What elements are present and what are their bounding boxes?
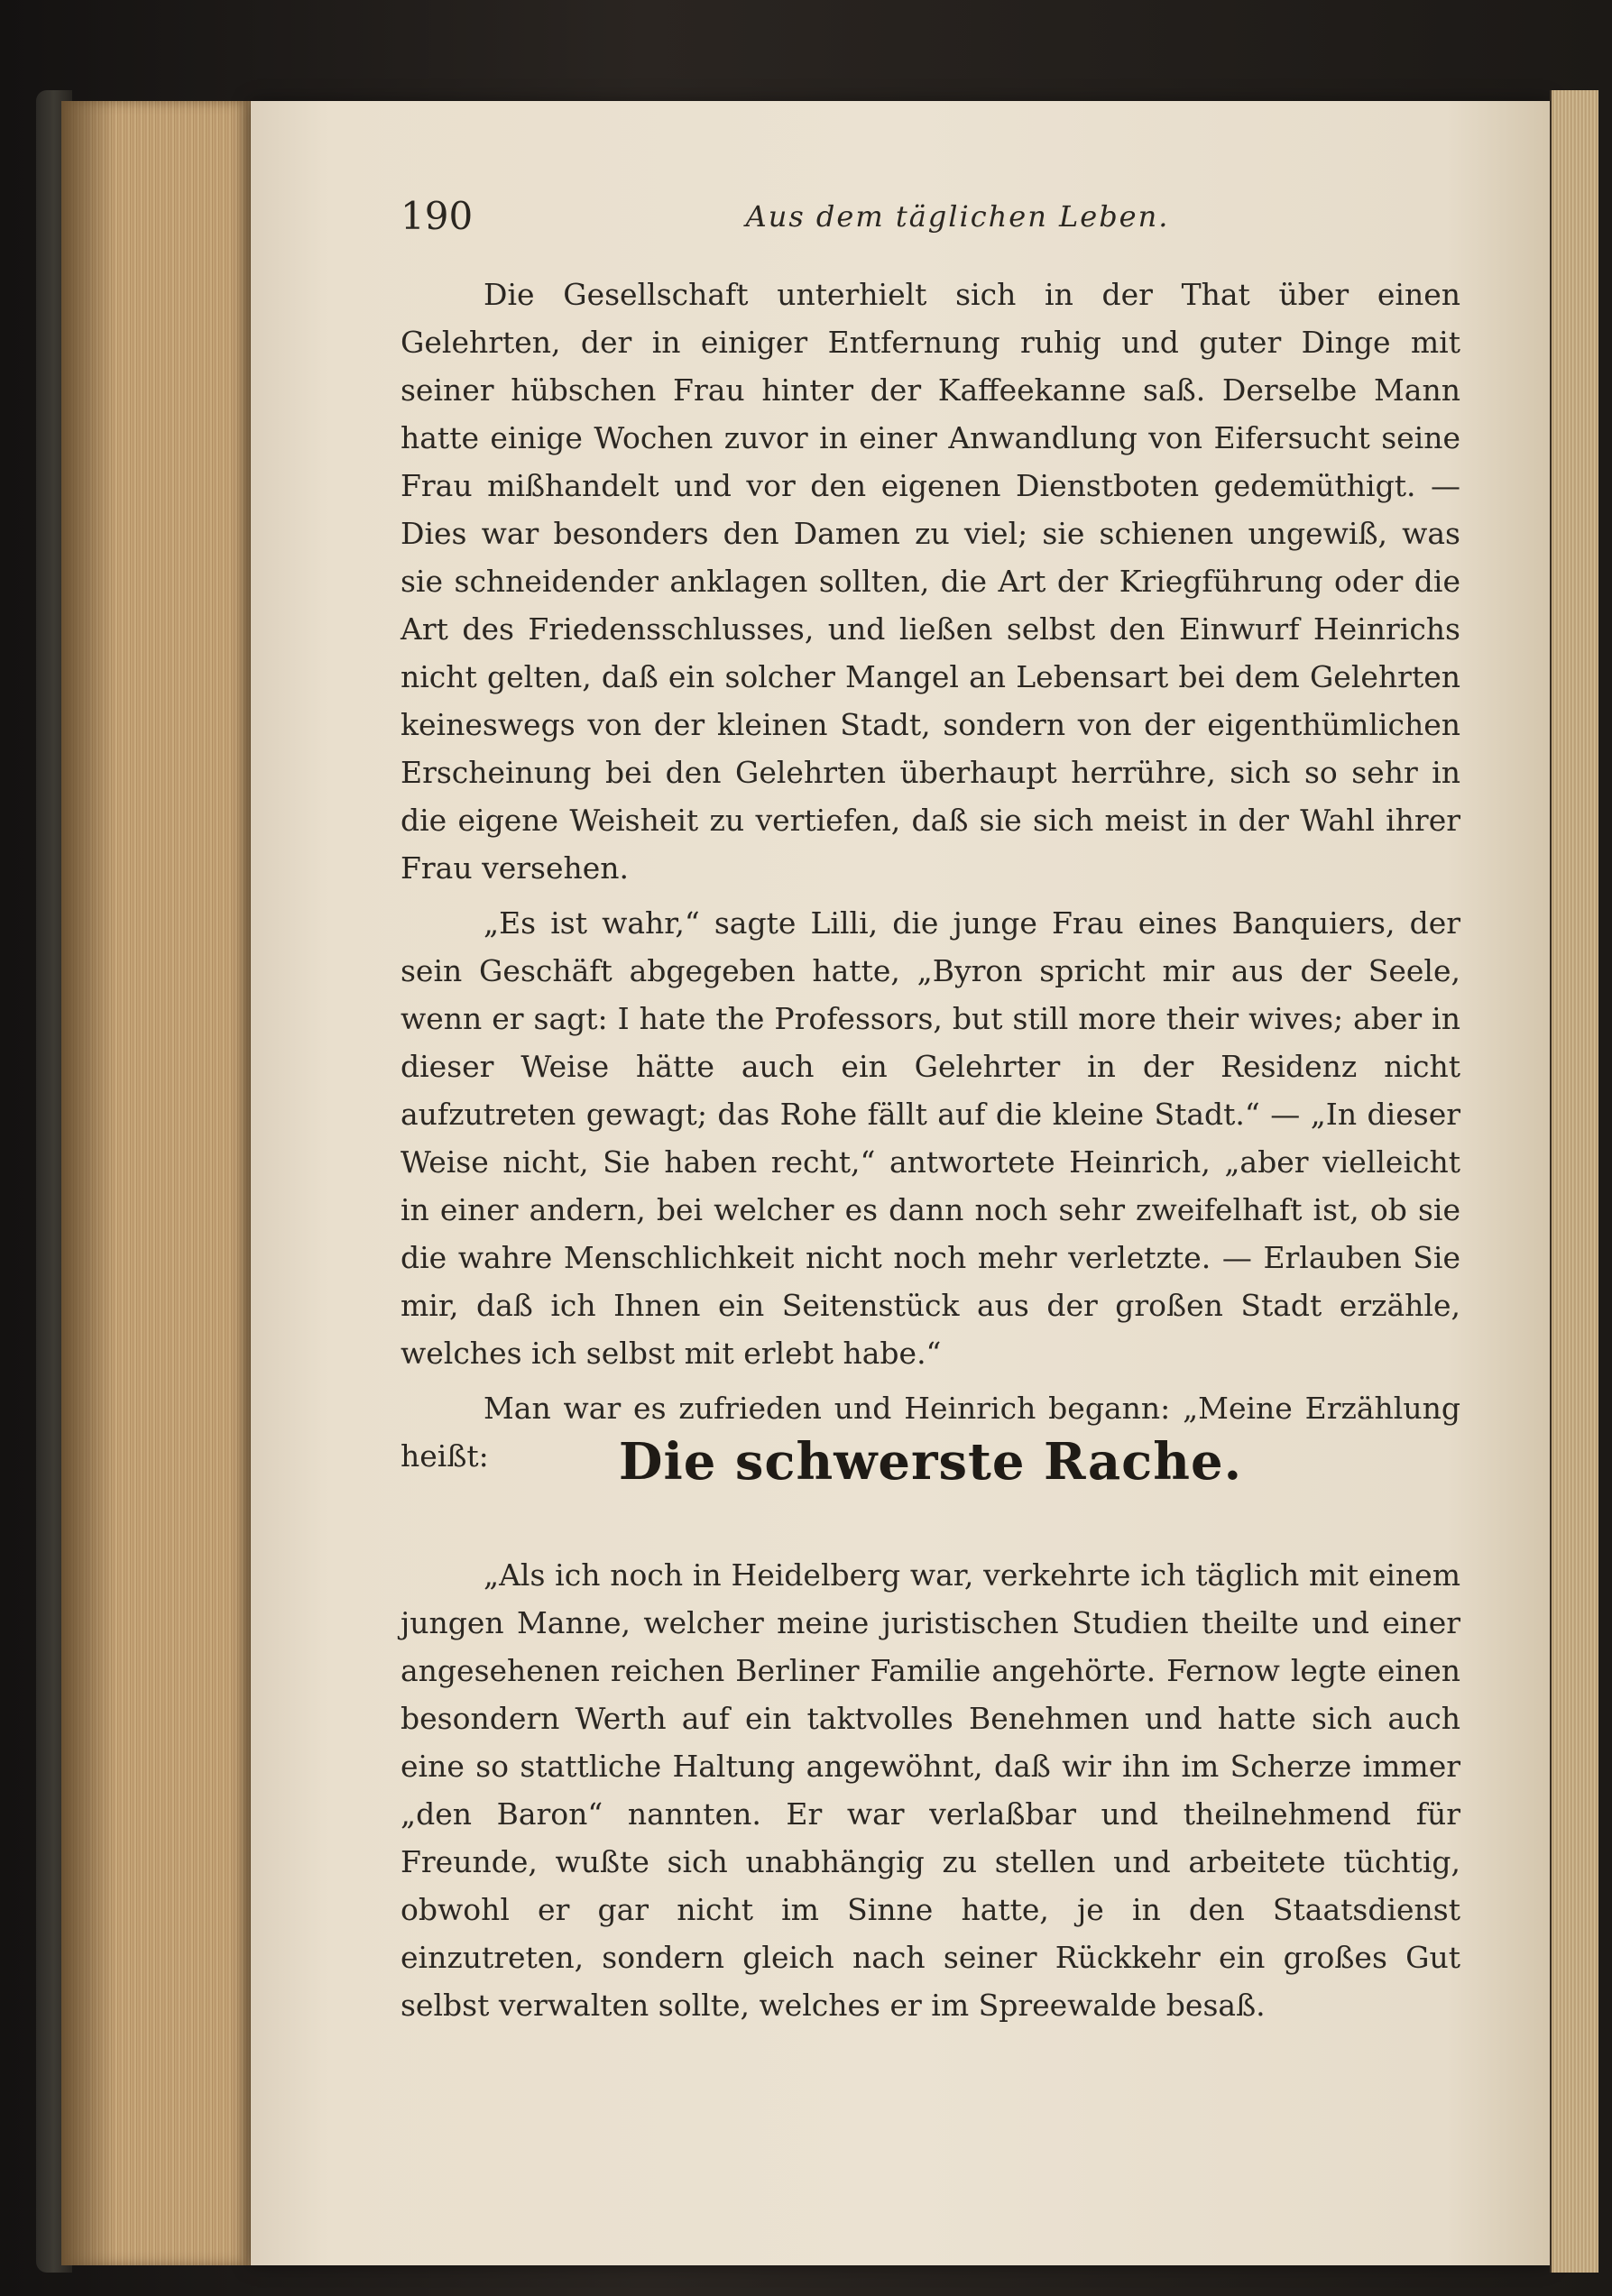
page-stack-right (1550, 90, 1598, 2273)
story-title: Die schwerste Rache. (618, 1432, 1243, 1492)
page-stain (61, 101, 115, 2265)
page-header (401, 194, 1460, 248)
paragraph-3: Man war es zufrieden und Heinrich begann: „Meine Erzählung heißt: (401, 1391, 1460, 1474)
running-head: Aus dem täglichen Leben. (745, 199, 1170, 234)
page-stack-left (61, 101, 251, 2265)
body-text (401, 271, 1460, 1480)
paragraph-2: „Es ist wahr,“ sagte Lilli, die junge Frau eines Banquiers, der sein Geschäft abgegeben hatte, „Byron spricht mir aus der Seele, wenn er sagt: I hate the Professors, but still more their wives; aber in dieser Weise hätte auch ein Gelehrter in der Residenz nicht aufzutreten gewagt; das Rohe fällt auf die kleine Stadt.“ — „In dieser Weise nicht, Sie haben recht,“ antwortete Heinrich, „aber vielleicht in einer andern, bei welcher es dann noch sehr zweifelhaft ist, ob sie die wahre Menschlichkeit nicht noch mehr verletzte. — Erlauben Sie mir, daß ich Ihnen ein Seitenstück aus der großen Stadt erzähle, welches ich selbst mit erlebt habe.“ (401, 905, 1460, 1371)
story-text (401, 1551, 1460, 2029)
page-number: 190 (401, 194, 474, 238)
story-paragraph-1: „Als ich noch in Heidelberg war, verkehrte ich täglich mit einem jungen Manne, welcher meine juristischen Studien theilte und einer angesehenen reichen Berliner Familie angehörte. Fernow legte einen besondern Werth auf ein taktvolles Benehmen und hatte sich auch eine so stattliche Haltung angewöhnt, daß wir ihn im Scherze immer „den Baron“ nannten. Er war verlaßbar und theilnehmend für Freunde, wußte sich unabhängig zu stellen und arbeitete tüchtig, obwohl er gar nicht im Sinne hatte, je in den Staatsdienst einzutreten, sondern gleich nach seiner Rückkehr ein großes Gut selbst verwalten sollte, welches er im Spreewalde besaß. (401, 1557, 1460, 2023)
paragraph-1: Die Gesellschaft unterhielt sich in der That über einen Gelehrten, der in einiger Entfernung ruhig und guter Dinge mit seiner hübschen Frau hinter der Kaffeekanne saß. Derselbe Mann hatte einige Wochen zuvor in einer Anwandlung von Eifersucht seine Frau mißhandelt und vor den eigenen Dienstboten gedemüthigt. — Dies war besonders den Damen zu viel; sie schienen ungewiß, was sie schneidender anklagen sollten, die Art der Kriegführung oder die Art des Friedensschlusses, und ließen selbst den Einwurf Heinrichs nicht gelten, daß ein solcher Mangel an Lebensart bei dem Gelehrten keineswegs von der kleinen Stadt, sondern von der eigenthümlichen Erscheinung bei den Gelehrten überhaupt herrühre, sich so sehr in die eigene Weisheit zu vertiefen, daß sie sich meist in der Wahl ihrer Frau versehen. (401, 277, 1460, 886)
